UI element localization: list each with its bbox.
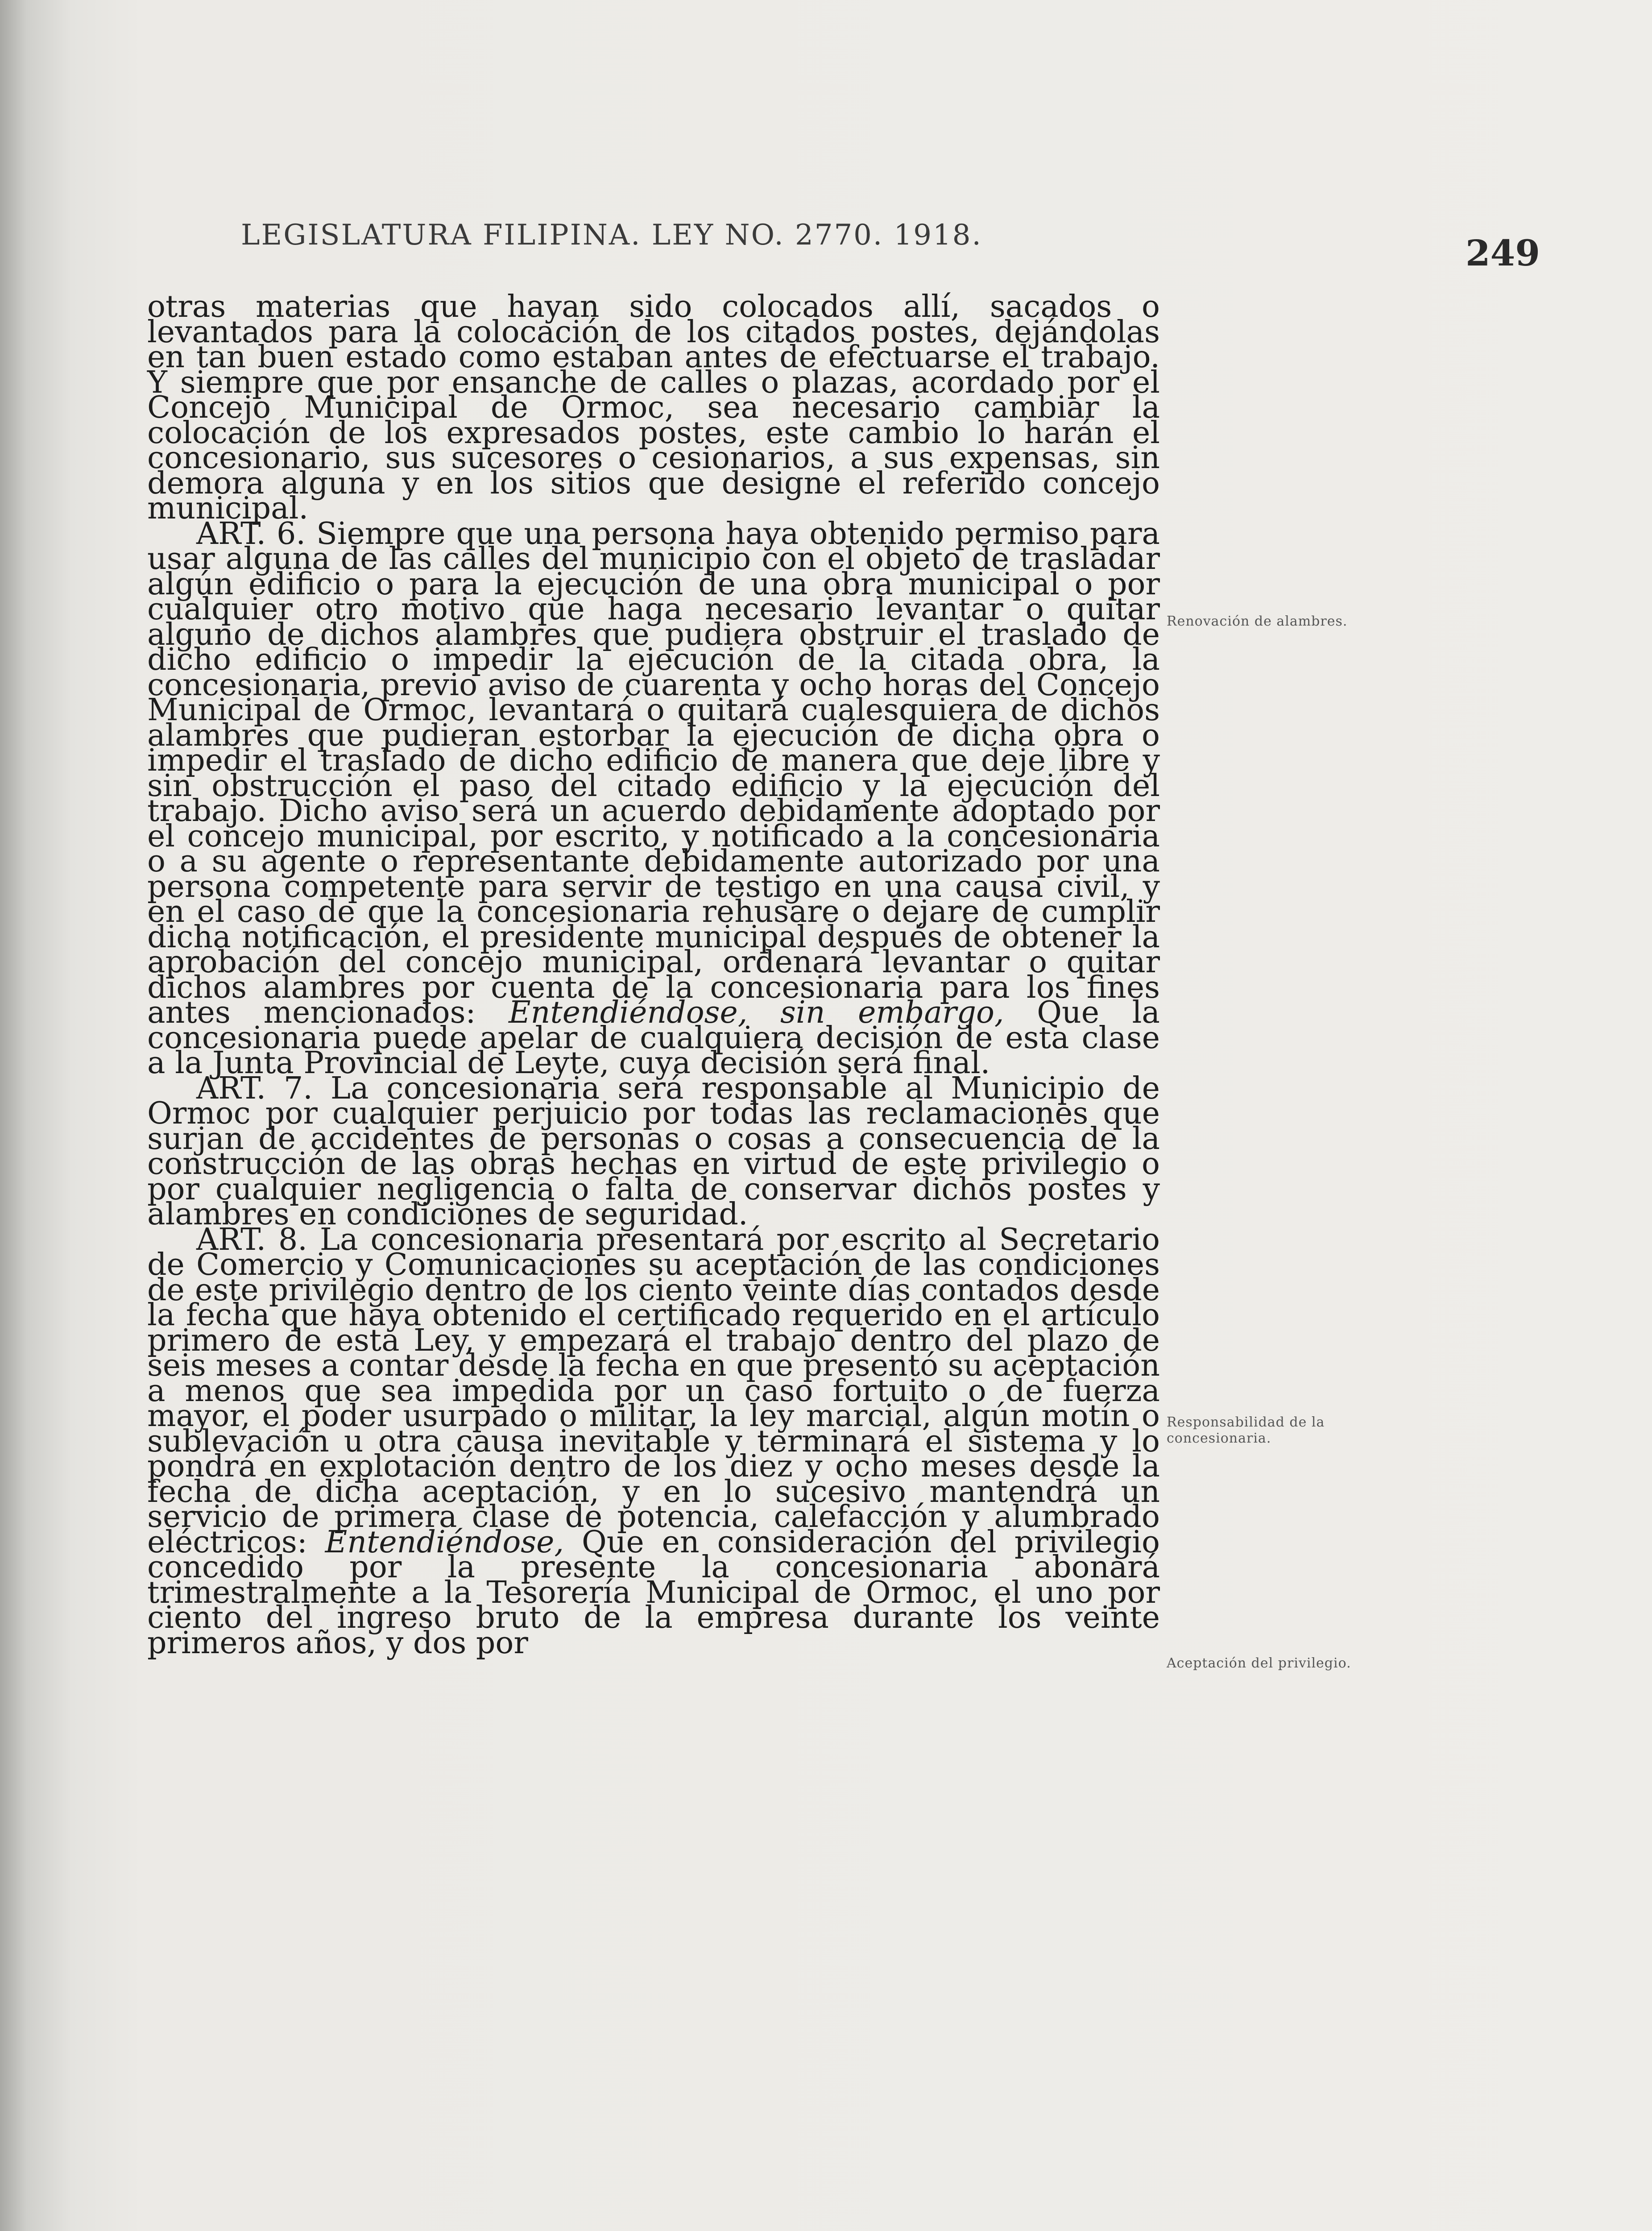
margin-note-renovacion: Renovación de alambres. xyxy=(1167,614,1348,629)
article-6-text-a: Siempre que una persona haya obtenido permiso para usar alguna de las calles del municipio con el objeto de trasladar algún edificio o para la ejecución de una obra municipal o por cualquier otro motivo que haga necesario levantar o quitar alguno de dichos alambres que pudiera obstruir el traslado de dicho edificio o impedir la ejecución de la citada obra, la concesionaria, previo aviso de cuarenta y ocho horas del Concejo Municipal de Ormoc, levantará o quitará cualesquiera de dichos alambres que pudieran estorbar la ejecución de dicha obra o impedir el traslado de dicho edificio de manera que deje libre y sin obstrucción el paso del citado edificio y la ejecución del trabajo. Dicho aviso será un acuerdo debidamente adoptado por el concejo municipal, por escrito, y notificado a la concesionaria o a su agente o representante debidamente autorizado por una persona competente para servir de testigo en una causa civil, y en el caso de que la concesionaria rehusare o dejare de cumplir dicha notificación, el presidente municipal después de obtener la aprobación del concejo municipal, ordenará levantar o quitar dichos alambres por cuenta de la concesionaria para los fines antes mencionados: xyxy=(147,516,1160,1030)
article-8-label: ART. 8. xyxy=(196,1222,307,1257)
margin-note-aceptacion: Aceptación del privilegio. xyxy=(1167,1655,1351,1671)
running-head: LEGISLATURA FILIPINA. LEY NO. 2770. 1918. xyxy=(241,219,982,252)
page-number: 249 xyxy=(1466,232,1540,274)
article-8-text-b: Que en consideración del privilegio concedido por la presente la concesionaria abonará trimestralmente a la Tesorería Municipal de Ormoc, el uno por ciento del ingreso bruto de la empresa durante los veinte primeros años, y dos por xyxy=(147,1524,1160,1661)
article-6-text-b: Que la concesionaria puede apelar de cualquiera decisión de esta clase a la Junta Provincial de Leyte, cuya decisión será final. xyxy=(147,995,1160,1081)
article-7-label: ART. 7. xyxy=(196,1070,313,1106)
article-6-italic: Entendiéndose, sin embargo, xyxy=(509,995,1004,1030)
body-text xyxy=(147,289,1160,1661)
article-7 xyxy=(147,1070,1160,1232)
paragraph-continuation: otras materias que hayan sido colocados allí, sacados o levantados para la colocación de los citados postes, dejándolas en tan buen estado como estaban antes de efectuarse el trabajo. Y siempre que por ensanche de calles o plazas, acordado por el Concejo Municipal de Ormoc, sea necesario cambiar la colocación de los expresados postes, este cambio lo harán el concesionario, sus sucesores o cesionarios, a sus expensas, sin demora alguna y en los sitios que designe el referido concejo municipal. xyxy=(147,289,1160,526)
article-6-label: ART. 6. xyxy=(196,516,306,552)
article-8-italic: Entendiéndose, xyxy=(325,1524,564,1560)
article-7-text: La concesionaria será responsable al Municipio de Ormoc por cualquier perjuicio por todas las reclamaciones que surjan de accidentes de personas o cosas a consecuencia de la construcción de las obras hechas en virtud de este privilegio o por cualquier negligencia o falta de conservar dichos postes y alambres en condiciones de seguridad. xyxy=(147,1070,1160,1232)
article-8-text-a: La concesionaria presentará por escrito al Secretario de Comercio y Comunicaciones su aceptación de las condiciones de este privilegio dentro de los ciento veinte días contados desde la fecha que haya obtenido el certificado requerido en el artículo primero de esta Ley, y empezará el trabajo dentro del plazo de seis meses a contar desde la fecha en que presentó su aceptación a menos que sea impedida por un caso fortuito o de fuerza mayor, el poder usurpado o militar, la ley marcial, algún motín o sublevación u otra causa inevitable y terminará el sistema y lo pondrá en explotación dentro de los diez y ocho meses desde la fecha de dicha aceptación, y en lo sucesivo mantendrá un servicio de primera clase de potencia, calefacción y alumbrado eléctricos: xyxy=(147,1222,1160,1560)
margin-note-responsabilidad: Responsabilidad de la concesionaria. xyxy=(1167,1414,1325,1446)
article-8 xyxy=(147,1222,1160,1661)
article-6 xyxy=(147,516,1160,1081)
